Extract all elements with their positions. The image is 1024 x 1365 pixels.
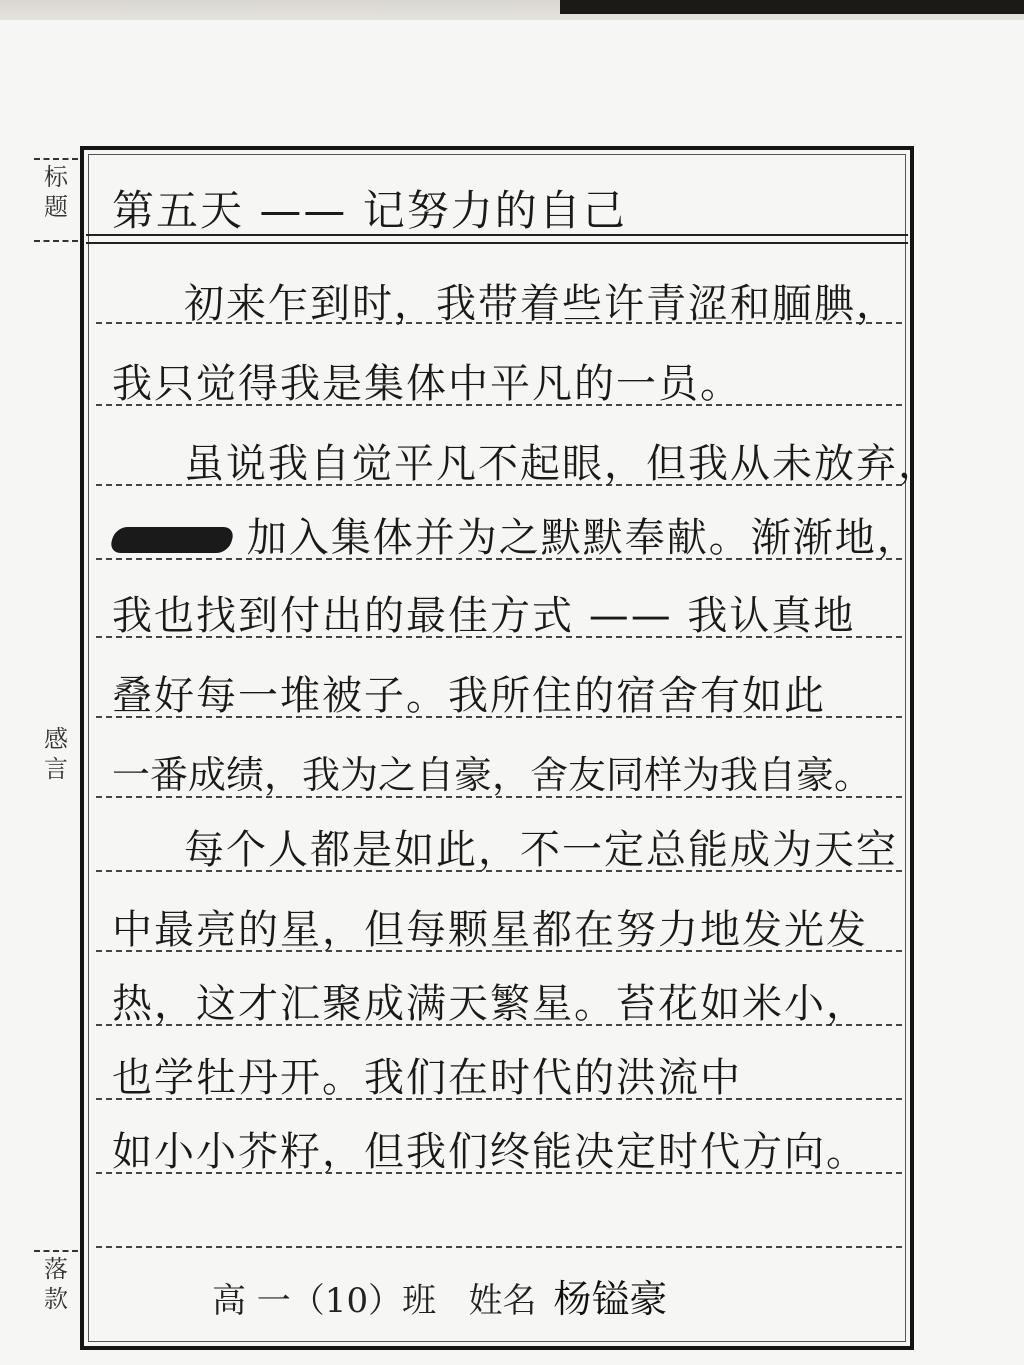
- essay-line-1: 初来乍到时，我带着些许青涩和腼腆，: [184, 281, 898, 327]
- class-label: 高 一（10）班: [212, 1281, 437, 1321]
- essay-line-2: 我只觉得我是集体中平凡的一员。: [112, 361, 742, 407]
- essay-line-12: 如小小芥籽，但我们终能决定时代方向。: [112, 1129, 868, 1175]
- crossed-out-mark: [109, 527, 236, 553]
- name-label: 姓名: [468, 1281, 537, 1321]
- side-label-title: 标题: [34, 158, 78, 242]
- side-label-signature: 落款: [34, 1250, 78, 1334]
- ruled-line: [96, 1246, 902, 1248]
- essay-line-6: 叠好每一堆被子。我所住的宿舍有如此: [112, 673, 826, 719]
- essay-line-9: 中最亮的星，但每颗星都在努力地发光发: [112, 907, 868, 953]
- essay-line-5: 我也找到付出的最佳方式 —— 我认真地: [112, 593, 856, 639]
- title-rule-bottom: [86, 242, 908, 244]
- signature-row: [212, 1268, 667, 1323]
- side-label-body: 感言: [44, 725, 68, 783]
- essay-line-3: 虽说我自觉平凡不起眼，但我从未放弃，: [184, 441, 940, 487]
- essay-line-11: [112, 1046, 742, 1103]
- essay-title: 第五天 —— 记努力的自己: [112, 186, 627, 235]
- essay-line-4-text: 加入集体并为之默默奉献。渐渐地，: [246, 515, 919, 561]
- essay-line-4: [112, 506, 919, 563]
- essay-line-11-text: 也学牡丹开。我们在时代的洪流中: [112, 1055, 742, 1101]
- essay-line-7: 一番成绩，我为之自豪，舍友同样为我自豪。: [112, 753, 873, 797]
- student-name: 杨镒豪: [553, 1277, 668, 1321]
- desk-edge: [560, 0, 1024, 14]
- essay-line-10: 热，这才汇聚成满天繁星。苔花如米小，: [112, 981, 868, 1027]
- essay-line-8: 每个人都是如此，不一定总能成为天空: [184, 827, 898, 873]
